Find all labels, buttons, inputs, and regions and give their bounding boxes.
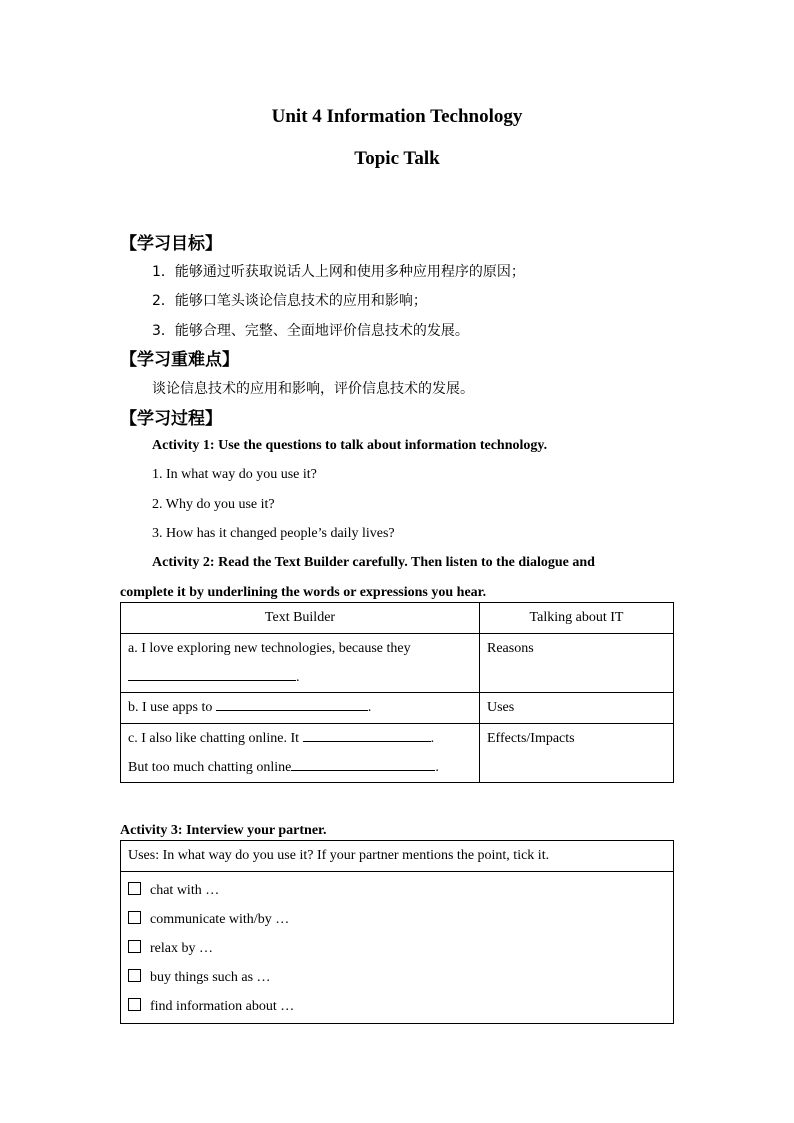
key-points-text: 谈论信息技术的应用和影响，评价信息技术的发展。 [152,381,474,397]
fill-in-blank[interactable] [303,727,431,742]
process-heading: 【学习过程】 [120,409,222,429]
list-item [128,992,666,1021]
fill-in-blank[interactable] [291,756,435,771]
interview-table [120,840,674,1024]
cell-text: b. I use apps to [128,700,213,715]
text-builder-table [120,602,674,783]
checkbox[interactable] [128,882,141,895]
period: . [435,760,439,775]
goal-item: 1．能够通过听获取说话人上网和使用多种应用程序的原因； [152,264,525,280]
activity1-question: 3. How has it changed people’s daily lives? [152,526,395,541]
unit-title: Unit 4 Information Technology [271,106,523,127]
period: . [296,670,300,685]
table-header: Talking about IT [480,603,674,634]
option-label: buy things such as … [150,970,271,985]
interview-prompt: Uses: In what way do you use it? If your partner mentions the point, tick it. [121,841,674,872]
list-item [128,876,666,905]
goal-item: 2．能够口笔头谈论信息技术的应用和影响； [152,293,427,309]
table-header: Text Builder [121,603,480,634]
activity1-question: 1. In what way do you use it? [152,467,317,482]
list-item [128,963,666,992]
lesson-subtitle: Topic Talk [354,148,440,169]
goals-heading: 【学习目标】 [120,234,222,254]
option-label: communicate with/by … [150,912,290,927]
cell-text: a. I love exploring new technologies, because they [128,641,411,656]
checkbox[interactable] [128,969,141,982]
table-row [121,724,480,783]
period: . [430,731,435,746]
activity1-title: Activity 1: Use the questions to talk about information technology. [152,438,548,453]
list-item [128,934,666,963]
table-row [121,693,480,724]
category-label: Reasons [480,634,674,693]
checkbox[interactable] [128,998,141,1011]
table-row [121,634,480,693]
period: . [367,700,372,715]
category-label: Effects/Impacts [480,724,674,783]
goal-item: 3．能够合理、完整、全面地评价信息技术的发展。 [152,323,469,339]
key-points-heading: 【学习重难点】 [120,350,239,370]
category-label: Uses [480,693,674,724]
fill-in-blank[interactable] [216,696,368,711]
fill-in-blank[interactable] [128,666,296,681]
activity3-title: Activity 3: Interview your partner. [120,823,327,838]
option-label: relax by … [150,941,213,956]
list-item [128,905,666,934]
checkbox[interactable] [128,940,141,953]
option-label: chat with … [150,883,220,898]
activity1-question: 2. Why do you use it? [152,497,275,512]
checkbox[interactable] [128,911,141,924]
option-label: find information about … [150,999,295,1014]
cell-text: But too much chatting online [128,760,292,775]
activity2-title-cont: complete it by underlining the words or expressions you hear. [120,585,487,600]
activity2-title: Activity 2: Read the Text Builder carefully. Then listen to the dialogue and [152,555,595,570]
cell-text: c. I also like chatting online. It [128,731,300,746]
options-cell [121,872,674,1024]
